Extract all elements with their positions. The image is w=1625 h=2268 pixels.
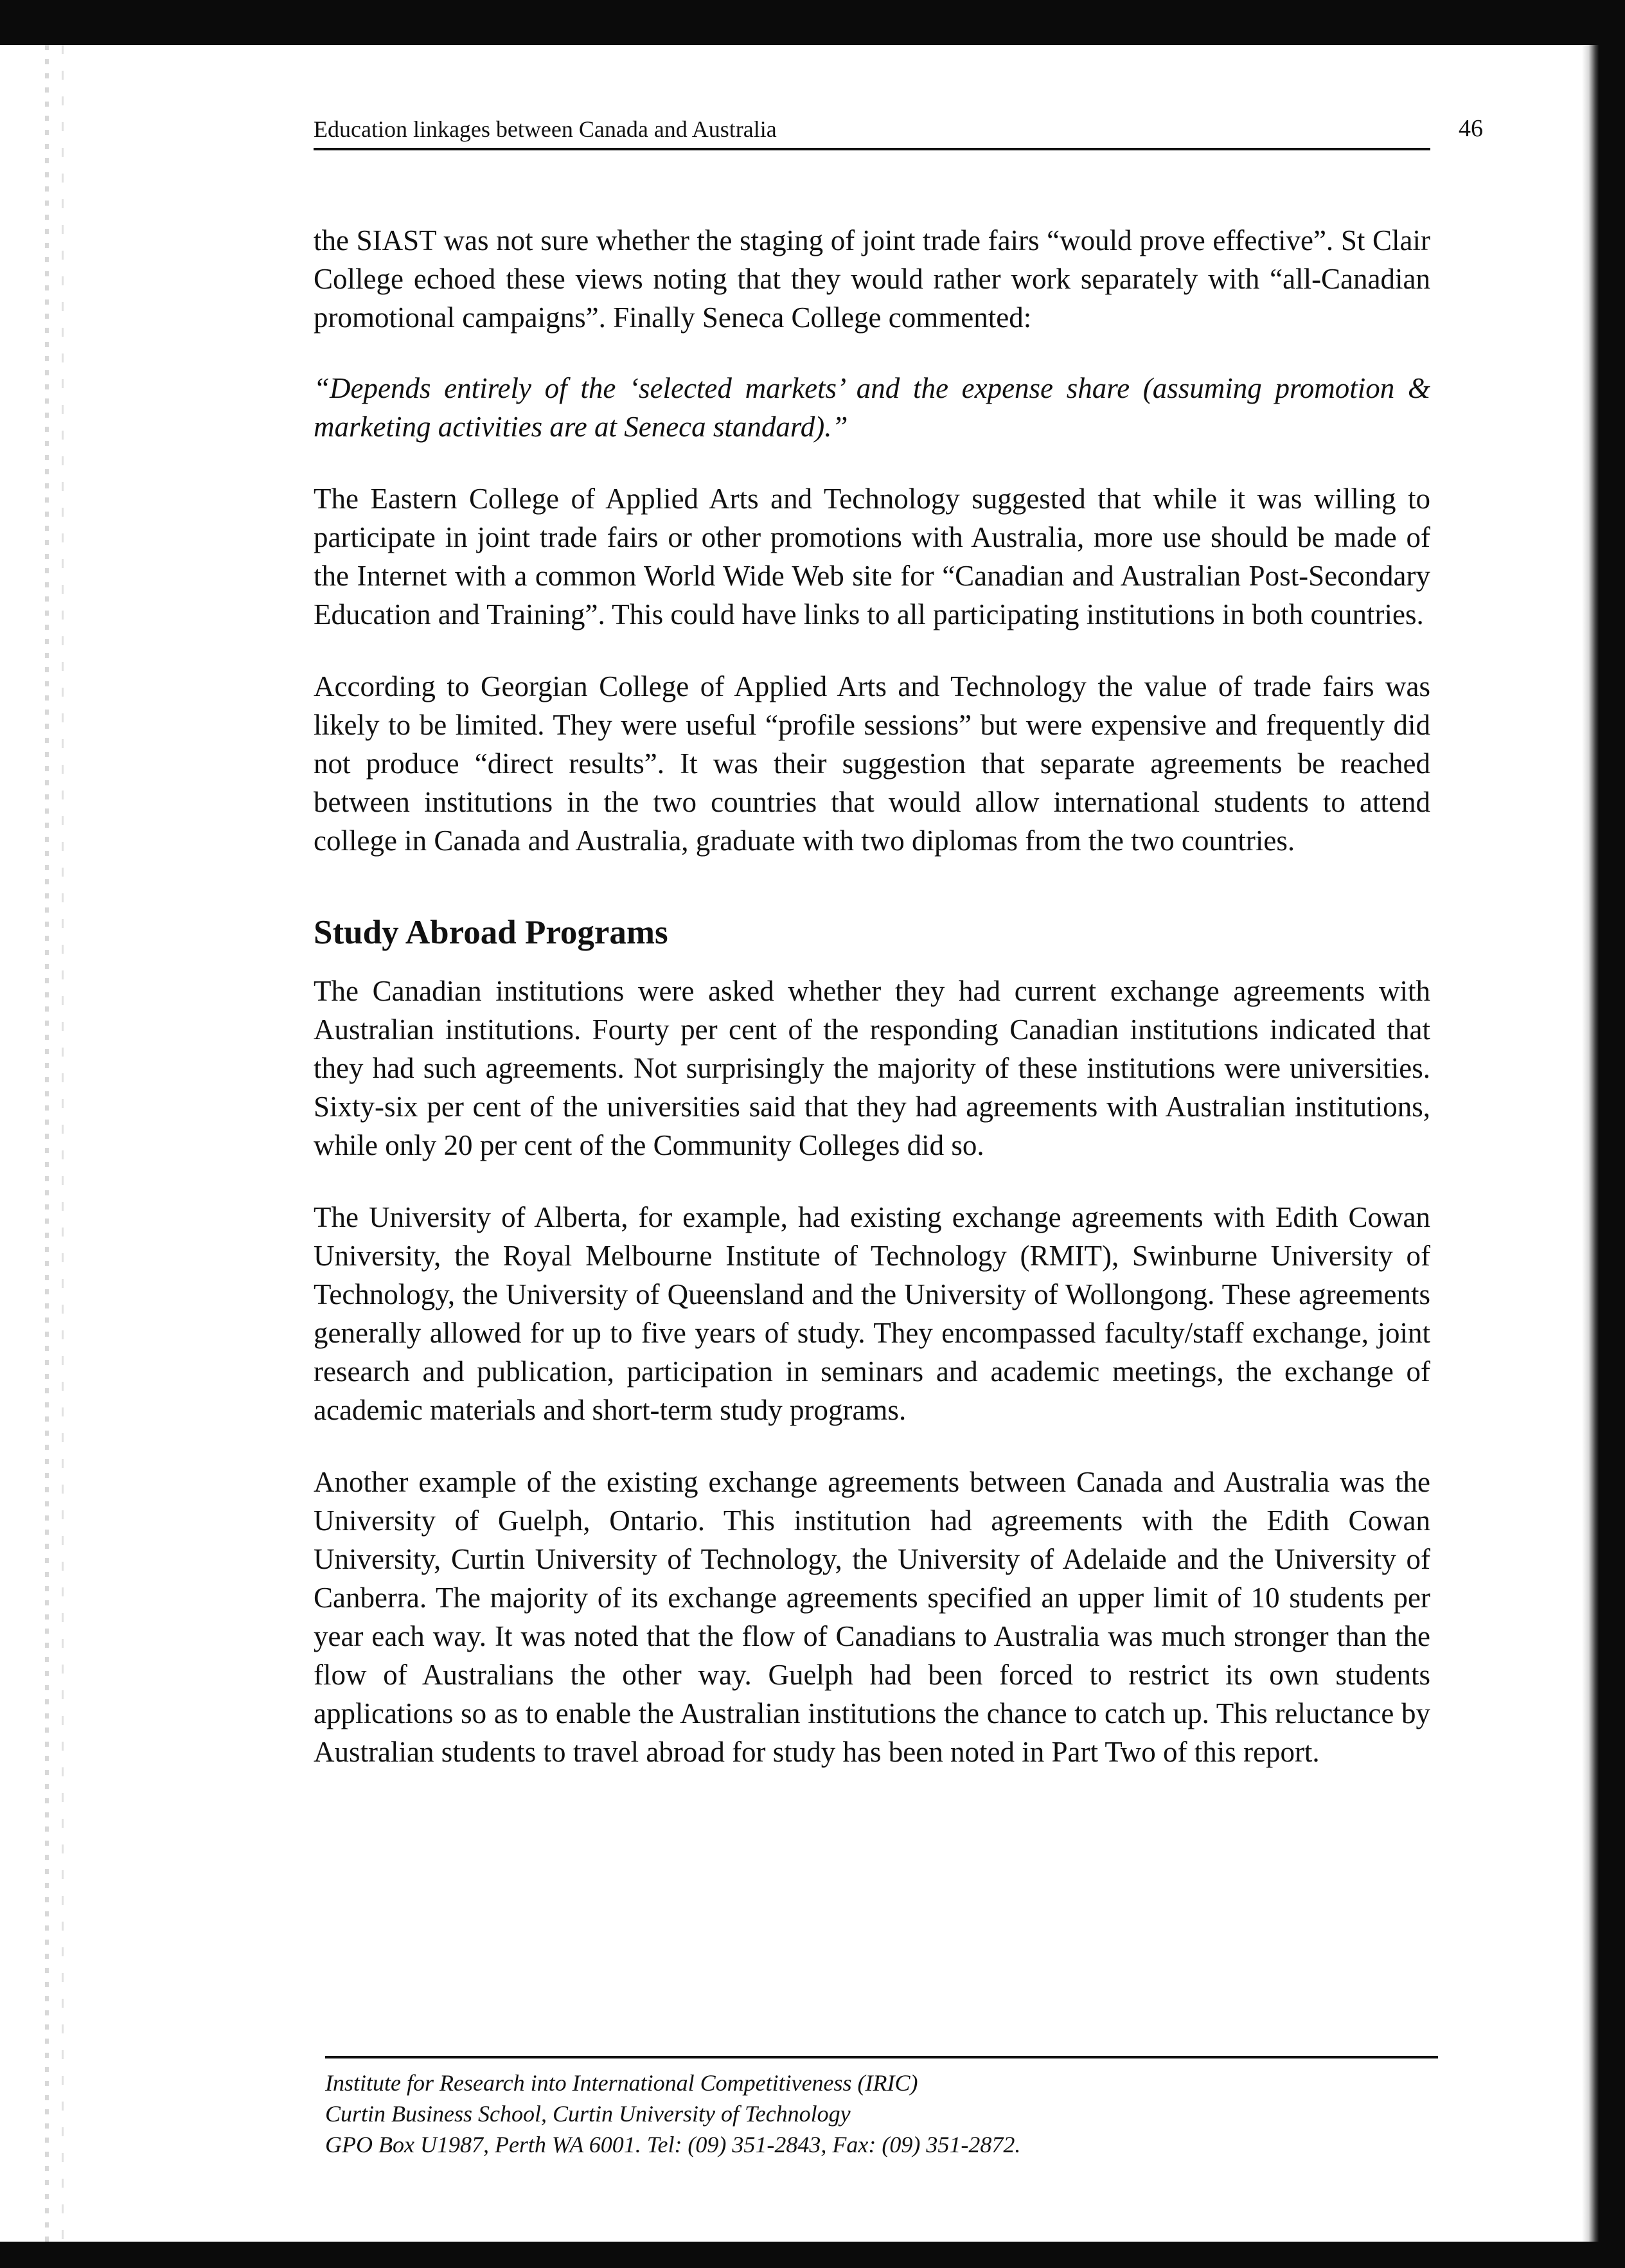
- document-page: [314, 103, 1483, 1771]
- scan-edge-left: [45, 45, 49, 2242]
- scan-border-right: [1599, 0, 1625, 2268]
- quote-seneca: “Depends entirely of the ‘selected markets’ and the expense share (assuming promotion & marketing activities are at Seneca standard).”: [314, 372, 1430, 443]
- footer-school: Curtin Business School, Curtin University of Technology: [325, 2101, 851, 2127]
- paragraph-georgian-college: According to Georgian College of Applied Arts and Technology the value of trade fairs was likely to be limited. They were useful “profile sessions” but were expensive and frequently did not produce “direct results”. It was their suggestion that separate agreements be reached between institutions in the two countries that would allow international students to attend college in Canada and Australia, graduate with two diplomas from the two countries.: [314, 670, 1430, 857]
- running-header: [314, 103, 1483, 150]
- scan-border-bottom: [0, 2242, 1625, 2268]
- paragraph-university-alberta: The University of Alberta, for example, had existing exchange agreements with Edith Cowan University, the Royal Melbourne Institute of Technology (RMIT), Swinburne University of Technology, the University of Queensland and the University of Wollongong. These agreements generally allowed for up to five years of study. They encompassed faculty/staff exchange, joint research and publication, participation in seminars and academic meetings, the exchange of academic materials and short-term study programs.: [314, 1201, 1430, 1426]
- paragraph-siast: the SIAST was not sure whether the staging of joint trade fairs “would prove effective”. St Clair College echoed these views noting that they would rather work separately with “all-Canadian promotional campaigns”. Finally Seneca College commented:: [314, 224, 1430, 334]
- footer-address: GPO Box U1987, Perth WA 6001. Tel: (09) 351-2843, Fax: (09) 351-2872.: [325, 2132, 1021, 2157]
- scan-edge-left-inner: [62, 45, 64, 2242]
- page-footer: [325, 2056, 1438, 2160]
- paragraph-university-guelph: Another example of the existing exchange agreements between Canada and Australia was the University of Guelph, Ontario. This institution had agreements with the Edith Cowan University, Curtin University of Technology, the University of Adelaide and the University of Canberra. The majority of its exchange agreements specified an upper limit of 10 students per year each way. It was noted that the flow of Canadians to Australia was much stronger than the flow of Australians the other way. Guelph had been forced to restrict its own students applications so as to enable the Australian institutions the chance to catch up. This reluctance by Australian students to travel abroad for study has been noted in Part Two of this report.: [314, 1466, 1430, 1768]
- page-curl-shadow: [1582, 45, 1599, 2242]
- paragraph-exchange-agreements: The Canadian institutions were asked whether they had current exchange agreements with Australian institutions. Fourty per cent of the responding Canadian institutions indicated that they had such agreements. Not surprisingly the majority of these institutions were universities. Sixty-six per cent of the universities said that they had agreements with Australian institutions, while only 20 per cent of the Community Colleges did so.: [314, 975, 1430, 1161]
- page-number: 46: [1459, 115, 1483, 142]
- scan-border-top: [0, 0, 1625, 45]
- paragraph-eastern-college: The Eastern College of Applied Arts and Technology suggested that while it was willing to participate in joint trade fairs or other promotions with Australia, more use should be made of the Internet with a common World Wide Web site for “Canadian and Australian Post-Secondary Education and Training”. This could have links to all participating institutions in both countries.: [314, 483, 1430, 630]
- footer-institute: Institute for Research into International Competitiveness (IRIC): [325, 2070, 918, 2096]
- running-header-title: Education linkages between Canada and Australia: [314, 116, 777, 142]
- section-heading: Study Abroad Programs: [314, 914, 668, 951]
